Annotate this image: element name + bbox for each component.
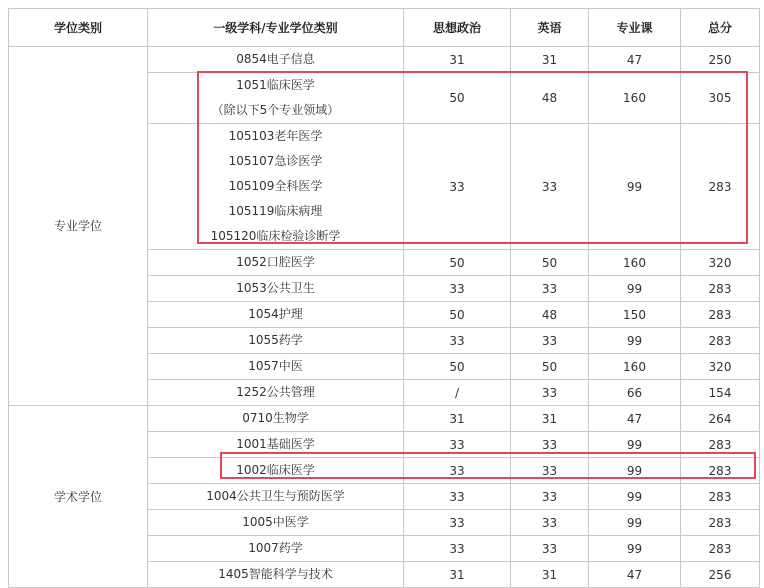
subject-cell bbox=[148, 124, 404, 250]
major-score-cell: 160 bbox=[589, 354, 681, 380]
english-score-cell: 31 bbox=[511, 47, 589, 73]
english-score-cell: 33 bbox=[511, 484, 589, 510]
major-score-cell: 47 bbox=[589, 562, 681, 588]
total-score-cell: 320 bbox=[681, 354, 760, 380]
subject-line: 1051临床医学 bbox=[236, 78, 315, 92]
subject-line: 1052口腔医学 bbox=[236, 255, 315, 269]
politics-score-cell: 33 bbox=[404, 484, 511, 510]
subject-cell bbox=[148, 250, 404, 276]
politics-score-cell: 33 bbox=[404, 124, 511, 250]
header-english: 英语 bbox=[511, 9, 589, 47]
total-score-cell: 283 bbox=[681, 124, 760, 250]
subject-cell bbox=[148, 536, 404, 562]
subject-line: 1001基础医学 bbox=[236, 437, 315, 451]
politics-score-cell: 33 bbox=[404, 276, 511, 302]
english-score-cell: 33 bbox=[511, 432, 589, 458]
subject-cell bbox=[148, 510, 404, 536]
subject-cell bbox=[148, 302, 404, 328]
header-politics: 思想政治 bbox=[404, 9, 511, 47]
subject-line: 105103老年医学 bbox=[228, 129, 323, 143]
subject-line: 1007药学 bbox=[248, 541, 303, 555]
subject-cell bbox=[148, 562, 404, 588]
politics-score-cell: / bbox=[404, 380, 511, 406]
english-score-cell: 31 bbox=[511, 406, 589, 432]
subject-line: 105109全科医学 bbox=[228, 179, 323, 193]
subject-cell bbox=[148, 406, 404, 432]
total-score-cell: 283 bbox=[681, 510, 760, 536]
major-score-cell: 150 bbox=[589, 302, 681, 328]
subject-line: 1055药学 bbox=[248, 333, 303, 347]
politics-score-cell: 50 bbox=[404, 302, 511, 328]
subject-line: 0854电子信息 bbox=[236, 52, 315, 66]
subject-cell bbox=[148, 276, 404, 302]
subject-cell bbox=[148, 432, 404, 458]
english-score-cell: 33 bbox=[511, 328, 589, 354]
total-score-cell: 283 bbox=[681, 328, 760, 354]
subject-line: 0710生物学 bbox=[242, 411, 309, 425]
major-score-cell: 99 bbox=[589, 124, 681, 250]
major-score-cell: 99 bbox=[589, 432, 681, 458]
total-score-cell: 283 bbox=[681, 484, 760, 510]
subject-cell bbox=[148, 380, 404, 406]
major-score-cell: 47 bbox=[589, 406, 681, 432]
politics-score-cell: 33 bbox=[404, 536, 511, 562]
major-score-cell: 99 bbox=[589, 276, 681, 302]
subject-cell bbox=[148, 484, 404, 510]
english-score-cell: 33 bbox=[511, 276, 589, 302]
header-row bbox=[9, 9, 760, 47]
english-score-cell: 50 bbox=[511, 354, 589, 380]
english-score-cell: 33 bbox=[511, 510, 589, 536]
total-score-cell: 305 bbox=[681, 73, 760, 124]
politics-score-cell: 31 bbox=[404, 562, 511, 588]
subject-line: 1004公共卫生与预防医学 bbox=[206, 489, 345, 503]
major-score-cell: 99 bbox=[589, 510, 681, 536]
header-major: 专业课 bbox=[589, 9, 681, 47]
degree-type-cell: 学术学位 bbox=[9, 406, 148, 588]
english-score-cell: 31 bbox=[511, 562, 589, 588]
major-score-cell: 99 bbox=[589, 458, 681, 484]
major-score-cell: 99 bbox=[589, 484, 681, 510]
total-score-cell: 256 bbox=[681, 562, 760, 588]
english-score-cell: 48 bbox=[511, 73, 589, 124]
score-table bbox=[8, 8, 760, 588]
politics-score-cell: 33 bbox=[404, 328, 511, 354]
subject-line: 105119临床病理 bbox=[228, 204, 323, 218]
subject-line: （除以下5个专业领域） bbox=[211, 103, 340, 117]
politics-score-cell: 50 bbox=[404, 250, 511, 276]
total-score-cell: 154 bbox=[681, 380, 760, 406]
english-score-cell: 33 bbox=[511, 124, 589, 250]
politics-score-cell: 31 bbox=[404, 406, 511, 432]
header-total: 总分 bbox=[681, 9, 760, 47]
subject-line: 105107急诊医学 bbox=[228, 154, 323, 168]
major-score-cell: 99 bbox=[589, 536, 681, 562]
politics-score-cell: 33 bbox=[404, 458, 511, 484]
politics-score-cell: 50 bbox=[404, 73, 511, 124]
major-score-cell: 47 bbox=[589, 47, 681, 73]
total-score-cell: 264 bbox=[681, 406, 760, 432]
politics-score-cell: 33 bbox=[404, 510, 511, 536]
subject-line: 105120临床检验诊断学 bbox=[210, 229, 341, 243]
subject-line: 1252公共管理 bbox=[236, 385, 315, 399]
subject-line: 1057中医 bbox=[248, 359, 303, 373]
major-score-cell: 99 bbox=[589, 328, 681, 354]
subject-cell bbox=[148, 458, 404, 484]
english-score-cell: 50 bbox=[511, 250, 589, 276]
subject-cell bbox=[148, 328, 404, 354]
politics-score-cell: 50 bbox=[404, 354, 511, 380]
total-score-cell: 320 bbox=[681, 250, 760, 276]
subject-cell bbox=[148, 354, 404, 380]
english-score-cell: 33 bbox=[511, 380, 589, 406]
major-score-cell: 160 bbox=[589, 73, 681, 124]
english-score-cell: 33 bbox=[511, 458, 589, 484]
politics-score-cell: 31 bbox=[404, 47, 511, 73]
subject-line: 1005中医学 bbox=[242, 515, 309, 529]
subject-cell bbox=[148, 47, 404, 73]
subject-cell bbox=[148, 73, 404, 124]
major-score-cell: 66 bbox=[589, 380, 681, 406]
total-score-cell: 283 bbox=[681, 302, 760, 328]
degree-type-cell: 专业学位 bbox=[9, 47, 148, 406]
subject-line: 1054护理 bbox=[248, 307, 303, 321]
english-score-cell: 48 bbox=[511, 302, 589, 328]
total-score-cell: 283 bbox=[681, 432, 760, 458]
header-degree-type: 学位类别 bbox=[9, 9, 148, 47]
total-score-cell: 283 bbox=[681, 536, 760, 562]
table-row bbox=[9, 47, 760, 73]
subject-line: 1053公共卫生 bbox=[236, 281, 315, 295]
subject-line: 1002临床医学 bbox=[236, 463, 315, 477]
total-score-cell: 250 bbox=[681, 47, 760, 73]
politics-score-cell: 33 bbox=[404, 432, 511, 458]
english-score-cell: 33 bbox=[511, 536, 589, 562]
total-score-cell: 283 bbox=[681, 276, 760, 302]
major-score-cell: 160 bbox=[589, 250, 681, 276]
table-row bbox=[9, 406, 760, 432]
subject-line: 1405智能科学与技术 bbox=[218, 567, 333, 581]
header-subject: 一级学科/专业学位类别 bbox=[148, 9, 404, 47]
total-score-cell: 283 bbox=[681, 458, 760, 484]
